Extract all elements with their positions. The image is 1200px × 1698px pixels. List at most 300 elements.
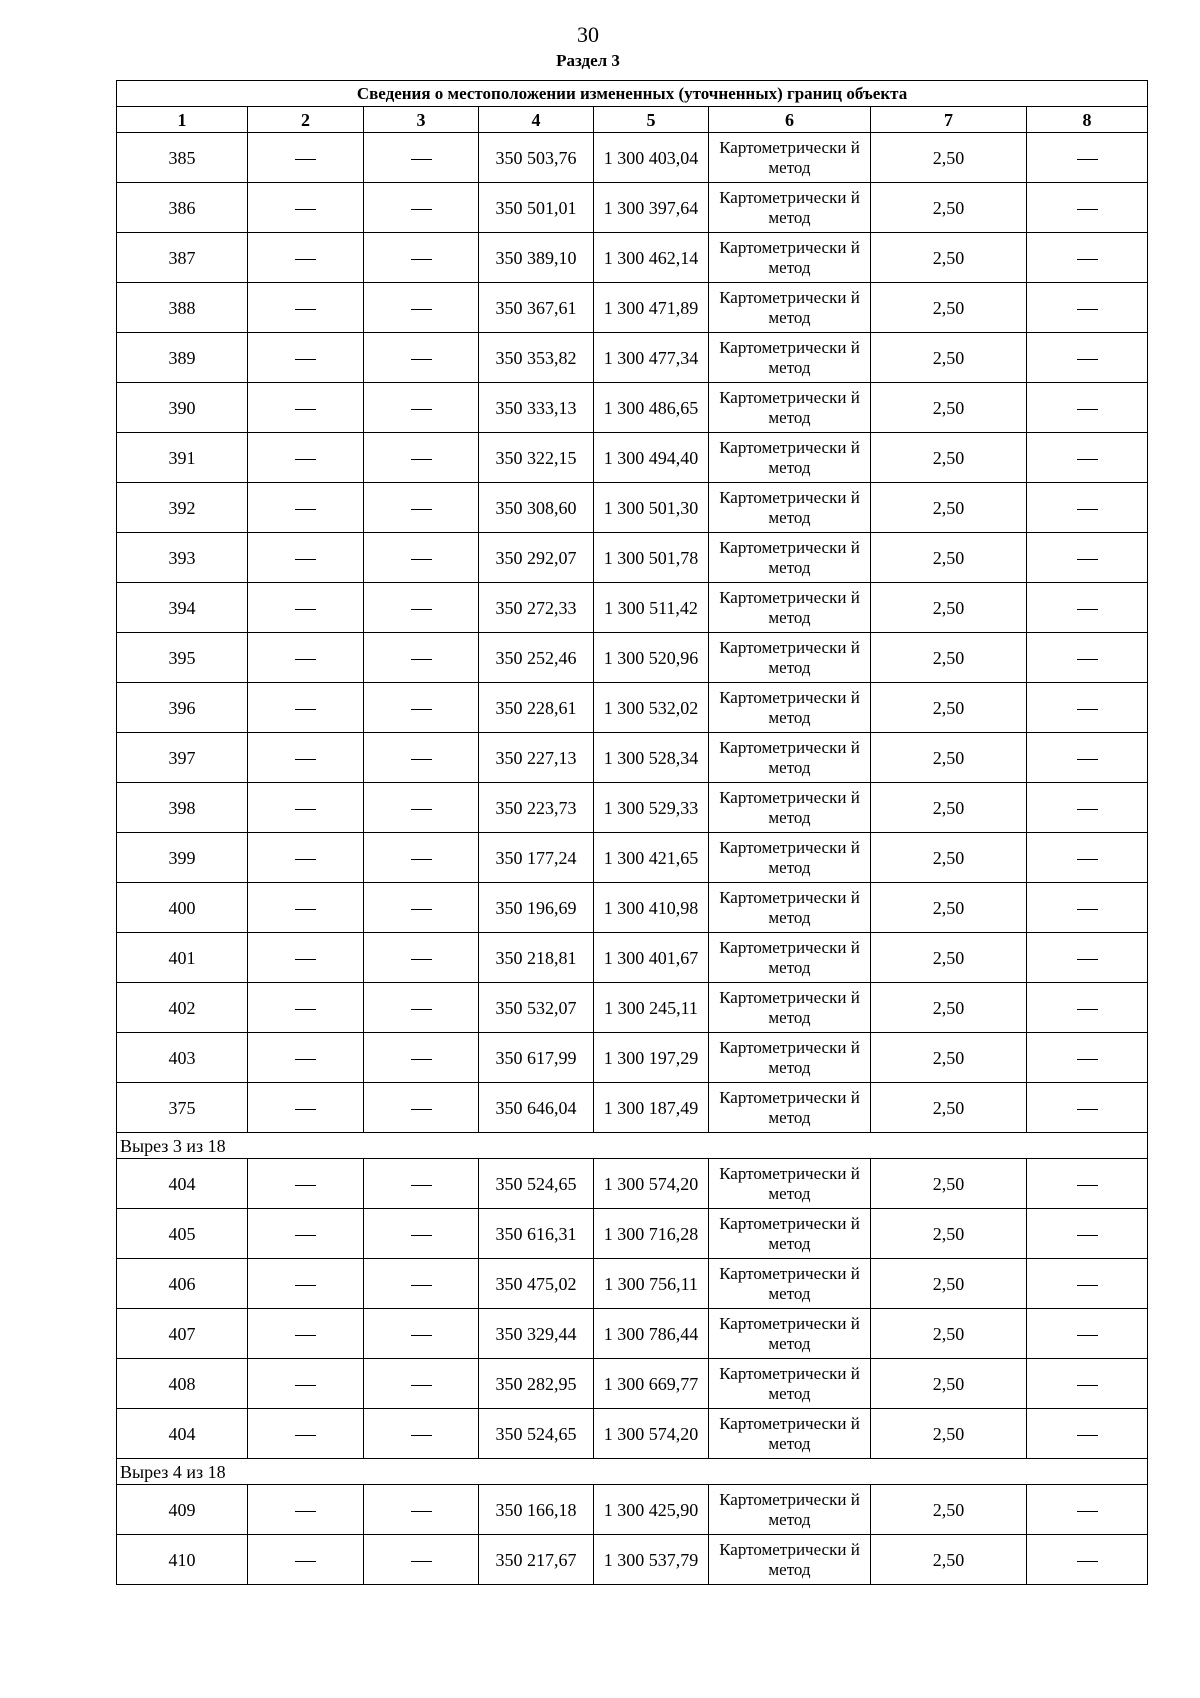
table-row xyxy=(117,883,1148,933)
column-number-1: 1 xyxy=(117,107,248,133)
group-label: Вырез 4 из 18 xyxy=(117,1459,1148,1485)
col8-cell xyxy=(1027,1409,1148,1459)
table-caption-row xyxy=(117,81,1148,107)
y-coordinate-cell xyxy=(594,183,709,233)
x-coordinate-cell xyxy=(479,583,594,633)
method-text: Картометрически й метод xyxy=(719,837,860,877)
dash-mark xyxy=(411,1335,432,1336)
accuracy-text: 2,50 xyxy=(932,1173,965,1194)
column-number-2: 2 xyxy=(248,107,364,133)
accuracy-cell xyxy=(871,1159,1027,1209)
accuracy-text: 2,50 xyxy=(932,1423,965,1444)
accuracy-text: 2,50 xyxy=(932,897,965,918)
method-text: Картометрически й метод xyxy=(719,987,860,1027)
accuracy-text: 2,50 xyxy=(932,147,965,168)
accuracy-cell xyxy=(871,333,1027,383)
column-number-3: 3 xyxy=(364,107,479,133)
dash-mark xyxy=(295,1385,316,1386)
y-coordinate-cell xyxy=(594,733,709,783)
method-text: Картометрически й метод xyxy=(719,1263,860,1303)
x-coordinate-text: 350 617,99 xyxy=(495,1047,577,1068)
col3-cell xyxy=(364,833,479,883)
method-text: Картометрически й метод xyxy=(719,1413,860,1453)
col2-cell xyxy=(248,1309,364,1359)
y-coordinate-text: 1 300 574,20 xyxy=(603,1173,699,1194)
method-cell xyxy=(709,183,871,233)
accuracy-text: 2,50 xyxy=(932,1373,965,1394)
x-coordinate-text: 350 524,65 xyxy=(495,1423,577,1444)
point-number-cell xyxy=(117,183,248,233)
table-row xyxy=(117,1259,1148,1309)
point-number-text: 389 xyxy=(168,347,196,368)
method-cell xyxy=(709,1309,871,1359)
point-number-cell xyxy=(117,933,248,983)
col8-cell xyxy=(1027,1485,1148,1535)
x-coordinate-cell xyxy=(479,633,594,683)
dash-mark xyxy=(411,209,432,210)
point-number-cell xyxy=(117,133,248,183)
col3-cell xyxy=(364,283,479,333)
y-coordinate-text: 1 300 520,96 xyxy=(603,647,699,668)
dash-mark xyxy=(1077,209,1098,210)
table-row xyxy=(117,1485,1148,1535)
table-row xyxy=(117,133,1148,183)
dash-mark xyxy=(1077,1109,1098,1110)
accuracy-cell xyxy=(871,983,1027,1033)
y-coordinate-text: 1 300 421,65 xyxy=(603,847,699,868)
accuracy-text: 2,50 xyxy=(932,1499,965,1520)
method-cell xyxy=(709,233,871,283)
x-coordinate-text: 350 177,24 xyxy=(495,847,577,868)
table-row xyxy=(117,583,1148,633)
dash-mark xyxy=(1077,1335,1098,1336)
table-row xyxy=(117,1535,1148,1585)
dash-mark xyxy=(295,659,316,660)
accuracy-cell xyxy=(871,833,1027,883)
point-number-cell xyxy=(117,1309,248,1359)
x-coordinate-text: 350 524,65 xyxy=(495,1173,577,1194)
accuracy-text: 2,50 xyxy=(932,997,965,1018)
point-number-text: 405 xyxy=(168,1223,196,1244)
col3-cell xyxy=(364,1259,479,1309)
point-number-text: 391 xyxy=(168,447,196,468)
accuracy-cell xyxy=(871,383,1027,433)
y-coordinate-cell xyxy=(594,433,709,483)
x-coordinate-text: 350 272,33 xyxy=(495,597,577,618)
x-coordinate-cell xyxy=(479,183,594,233)
col2-cell xyxy=(248,983,364,1033)
point-number-text: 375 xyxy=(168,1097,196,1118)
col2-cell xyxy=(248,1535,364,1585)
dash-mark xyxy=(411,959,432,960)
col3-cell xyxy=(364,1083,479,1133)
col8-cell xyxy=(1027,883,1148,933)
table-row xyxy=(117,183,1148,233)
point-number-text: 403 xyxy=(168,1047,196,1068)
point-number-text: 407 xyxy=(168,1323,196,1344)
col2-cell xyxy=(248,1259,364,1309)
x-coordinate-cell xyxy=(479,483,594,533)
col8-cell xyxy=(1027,233,1148,283)
point-number-text: 398 xyxy=(168,797,196,818)
col2-cell xyxy=(248,333,364,383)
accuracy-cell xyxy=(871,433,1027,483)
col2-cell xyxy=(248,1359,364,1409)
method-text: Картометрически й метод xyxy=(719,637,860,677)
col8-cell xyxy=(1027,933,1148,983)
col2-cell xyxy=(248,533,364,583)
table-row xyxy=(117,533,1148,583)
method-text: Картометрически й метод xyxy=(719,1037,860,1077)
dash-mark xyxy=(1077,1235,1098,1236)
x-coordinate-cell xyxy=(479,733,594,783)
accuracy-cell xyxy=(871,183,1027,233)
accuracy-cell xyxy=(871,783,1027,833)
x-coordinate-cell xyxy=(479,933,594,983)
table-row xyxy=(117,1309,1148,1359)
y-coordinate-cell xyxy=(594,1309,709,1359)
dash-mark xyxy=(411,1511,432,1512)
col2-cell xyxy=(248,683,364,733)
accuracy-text: 2,50 xyxy=(932,547,965,568)
point-number-text: 396 xyxy=(168,697,196,718)
method-cell xyxy=(709,1083,871,1133)
point-number-cell xyxy=(117,583,248,633)
x-coordinate-cell xyxy=(479,333,594,383)
y-coordinate-text: 1 300 501,78 xyxy=(603,547,699,568)
x-coordinate-cell xyxy=(479,783,594,833)
table-row xyxy=(117,1083,1148,1133)
x-coordinate-cell xyxy=(479,1033,594,1083)
col8-cell xyxy=(1027,1209,1148,1259)
y-coordinate-text: 1 300 494,40 xyxy=(603,447,699,468)
x-coordinate-cell xyxy=(479,433,594,483)
accuracy-text: 2,50 xyxy=(932,297,965,318)
point-number-cell xyxy=(117,383,248,433)
dash-mark xyxy=(1077,809,1098,810)
method-cell xyxy=(709,383,871,433)
col2-cell xyxy=(248,733,364,783)
accuracy-text: 2,50 xyxy=(932,1323,965,1344)
col3-cell xyxy=(364,633,479,683)
dash-mark xyxy=(295,1109,316,1110)
method-cell xyxy=(709,933,871,983)
y-coordinate-text: 1 300 397,64 xyxy=(603,197,699,218)
col2-cell xyxy=(248,633,364,683)
y-coordinate-text: 1 300 197,29 xyxy=(603,1047,699,1068)
point-number-cell xyxy=(117,1409,248,1459)
dash-mark xyxy=(1077,259,1098,260)
col3-cell xyxy=(364,583,479,633)
col8-cell xyxy=(1027,1083,1148,1133)
x-coordinate-text: 350 367,61 xyxy=(495,297,577,318)
column-number-4: 4 xyxy=(479,107,594,133)
method-text: Картометрически й метод xyxy=(719,687,860,727)
x-coordinate-cell xyxy=(479,1259,594,1309)
accuracy-cell xyxy=(871,733,1027,783)
point-number-cell xyxy=(117,733,248,783)
method-text: Картометрически й метод xyxy=(719,287,860,327)
col8-cell xyxy=(1027,583,1148,633)
accuracy-text: 2,50 xyxy=(932,1223,965,1244)
point-number-cell xyxy=(117,433,248,483)
method-text: Картометрически й метод xyxy=(719,1213,860,1253)
x-coordinate-text: 350 217,67 xyxy=(495,1549,577,1570)
y-coordinate-text: 1 300 187,49 xyxy=(603,1097,699,1118)
dash-mark xyxy=(1077,409,1098,410)
method-text: Картометрически й метод xyxy=(719,1539,860,1579)
col8-cell xyxy=(1027,783,1148,833)
dash-mark xyxy=(411,1185,432,1186)
dash-mark xyxy=(1077,309,1098,310)
point-number-cell xyxy=(117,633,248,683)
dash-mark xyxy=(411,609,432,610)
column-number-8: 8 xyxy=(1027,107,1148,133)
x-coordinate-cell xyxy=(479,283,594,333)
table-row xyxy=(117,1359,1148,1409)
dash-mark xyxy=(295,559,316,560)
point-number-cell xyxy=(117,1159,248,1209)
method-cell xyxy=(709,683,871,733)
dash-mark xyxy=(411,509,432,510)
col8-cell xyxy=(1027,433,1148,483)
col3-cell xyxy=(364,1033,479,1083)
x-coordinate-text: 350 282,95 xyxy=(495,1373,577,1394)
accuracy-cell xyxy=(871,1309,1027,1359)
col8-cell xyxy=(1027,833,1148,883)
table-row xyxy=(117,233,1148,283)
dash-mark xyxy=(295,209,316,210)
y-coordinate-cell xyxy=(594,583,709,633)
method-text: Картометрически й метод xyxy=(719,737,860,777)
method-text: Картометрически й метод xyxy=(719,387,860,427)
accuracy-text: 2,50 xyxy=(932,1097,965,1118)
dash-mark xyxy=(411,1059,432,1060)
point-number-text: 402 xyxy=(168,997,196,1018)
dash-mark xyxy=(295,1561,316,1562)
dash-mark xyxy=(411,1009,432,1010)
accuracy-text: 2,50 xyxy=(932,747,965,768)
accuracy-cell xyxy=(871,1409,1027,1459)
col8-cell xyxy=(1027,333,1148,383)
method-text: Картометрически й метод xyxy=(719,537,860,577)
table-row xyxy=(117,833,1148,883)
accuracy-cell xyxy=(871,1485,1027,1535)
method-cell xyxy=(709,633,871,683)
point-number-cell xyxy=(117,883,248,933)
accuracy-cell xyxy=(871,1535,1027,1585)
accuracy-cell xyxy=(871,583,1027,633)
point-number-cell xyxy=(117,333,248,383)
col8-cell xyxy=(1027,633,1148,683)
y-coordinate-text: 1 300 401,67 xyxy=(603,947,699,968)
table-body xyxy=(117,133,1148,1585)
method-cell xyxy=(709,1535,871,1585)
x-coordinate-text: 350 329,44 xyxy=(495,1323,577,1344)
col8-cell xyxy=(1027,733,1148,783)
x-coordinate-text: 350 292,07 xyxy=(495,547,577,568)
accuracy-cell xyxy=(871,133,1027,183)
point-number-text: 406 xyxy=(168,1273,196,1294)
point-number-text: 386 xyxy=(168,197,196,218)
method-text: Картометрически й метод xyxy=(719,1489,860,1529)
col8-cell xyxy=(1027,483,1148,533)
col3-cell xyxy=(364,983,479,1033)
x-coordinate-cell xyxy=(479,233,594,283)
dash-mark xyxy=(1077,609,1098,610)
point-number-text: 410 xyxy=(168,1549,196,1570)
accuracy-cell xyxy=(871,233,1027,283)
point-number-cell xyxy=(117,983,248,1033)
method-cell xyxy=(709,883,871,933)
dash-mark xyxy=(1077,1185,1098,1186)
table-row xyxy=(117,1159,1148,1209)
y-coordinate-text: 1 300 786,44 xyxy=(603,1323,699,1344)
dash-mark xyxy=(1077,859,1098,860)
method-text: Картометрически й метод xyxy=(719,187,860,227)
section-title: Раздел 3 xyxy=(556,51,620,70)
dash-mark xyxy=(411,259,432,260)
col8-cell xyxy=(1027,1309,1148,1359)
point-number-text: 397 xyxy=(168,747,196,768)
method-cell xyxy=(709,1209,871,1259)
method-text: Картометрически й метод xyxy=(719,237,860,277)
dash-mark xyxy=(1077,659,1098,660)
dash-mark xyxy=(411,159,432,160)
y-coordinate-cell xyxy=(594,1083,709,1133)
col3-cell xyxy=(364,683,479,733)
y-coordinate-text: 1 300 716,28 xyxy=(603,1223,699,1244)
col3-cell xyxy=(364,1485,479,1535)
dash-mark xyxy=(295,359,316,360)
y-coordinate-cell xyxy=(594,783,709,833)
accuracy-cell xyxy=(871,483,1027,533)
y-coordinate-cell xyxy=(594,1259,709,1309)
accuracy-text: 2,50 xyxy=(932,647,965,668)
x-coordinate-cell xyxy=(479,383,594,433)
table-row xyxy=(117,983,1148,1033)
dash-mark xyxy=(1077,1385,1098,1386)
dash-mark xyxy=(411,1561,432,1562)
accuracy-text: 2,50 xyxy=(932,597,965,618)
dash-mark xyxy=(295,1435,316,1436)
method-text: Картометрически й метод xyxy=(719,1313,860,1353)
method-cell xyxy=(709,433,871,483)
group-label: Вырез 3 из 18 xyxy=(117,1133,1148,1159)
point-number-cell xyxy=(117,233,248,283)
col8-cell xyxy=(1027,1033,1148,1083)
method-cell xyxy=(709,133,871,183)
group-label-row xyxy=(117,1133,1148,1159)
col3-cell xyxy=(364,1535,479,1585)
method-text: Картометрически й метод xyxy=(719,137,860,177)
dash-mark xyxy=(411,809,432,810)
table-row xyxy=(117,783,1148,833)
col2-cell xyxy=(248,833,364,883)
point-number-cell xyxy=(117,683,248,733)
method-text: Картометрически й метод xyxy=(719,787,860,827)
point-number-text: 387 xyxy=(168,247,196,268)
point-number-text: 409 xyxy=(168,1499,196,1520)
table-row xyxy=(117,683,1148,733)
col2-cell xyxy=(248,183,364,233)
x-coordinate-text: 350 228,61 xyxy=(495,697,577,718)
dash-mark xyxy=(1077,509,1098,510)
y-coordinate-cell xyxy=(594,633,709,683)
dash-mark xyxy=(1077,159,1098,160)
col8-cell xyxy=(1027,1159,1148,1209)
y-coordinate-cell xyxy=(594,883,709,933)
dash-mark xyxy=(295,959,316,960)
y-coordinate-text: 1 300 403,04 xyxy=(603,147,699,168)
accuracy-text: 2,50 xyxy=(932,1549,965,1570)
method-text: Картометрически й метод xyxy=(719,487,860,527)
col2-cell xyxy=(248,133,364,183)
x-coordinate-text: 350 532,07 xyxy=(495,997,577,1018)
x-coordinate-text: 350 196,69 xyxy=(495,897,577,918)
dash-mark xyxy=(295,1059,316,1060)
accuracy-text: 2,50 xyxy=(932,347,965,368)
accuracy-cell xyxy=(871,533,1027,583)
table-row xyxy=(117,1209,1148,1259)
dash-mark xyxy=(411,1435,432,1436)
method-cell xyxy=(709,833,871,883)
accuracy-cell xyxy=(871,1359,1027,1409)
point-number-cell xyxy=(117,1535,248,1585)
point-number-text: 408 xyxy=(168,1373,196,1394)
table-row xyxy=(117,933,1148,983)
point-number-cell xyxy=(117,1033,248,1083)
y-coordinate-text: 1 300 528,34 xyxy=(603,747,699,768)
dash-mark xyxy=(1077,359,1098,360)
col3-cell xyxy=(364,433,479,483)
dash-mark xyxy=(1077,1561,1098,1562)
method-cell xyxy=(709,1409,871,1459)
col2-cell xyxy=(248,1409,364,1459)
point-number-text: 404 xyxy=(168,1173,196,1194)
col3-cell xyxy=(364,383,479,433)
col3-cell xyxy=(364,333,479,383)
accuracy-text: 2,50 xyxy=(932,197,965,218)
dash-mark xyxy=(411,909,432,910)
col3-cell xyxy=(364,483,479,533)
y-coordinate-cell xyxy=(594,283,709,333)
x-coordinate-cell xyxy=(479,983,594,1033)
dash-mark xyxy=(1077,559,1098,560)
point-number-text: 400 xyxy=(168,897,196,918)
point-number-text: 390 xyxy=(168,397,196,418)
y-coordinate-text: 1 300 756,11 xyxy=(604,1273,698,1294)
y-coordinate-text: 1 300 477,34 xyxy=(603,347,699,368)
dash-mark xyxy=(295,1335,316,1336)
point-number-text: 404 xyxy=(168,1423,196,1444)
col8-cell xyxy=(1027,383,1148,433)
y-coordinate-text: 1 300 501,30 xyxy=(603,497,699,518)
x-coordinate-text: 350 166,18 xyxy=(495,1499,577,1520)
method-cell xyxy=(709,1159,871,1209)
accuracy-cell xyxy=(871,1083,1027,1133)
x-coordinate-cell xyxy=(479,133,594,183)
method-cell xyxy=(709,983,871,1033)
accuracy-text: 2,50 xyxy=(932,447,965,468)
accuracy-cell xyxy=(871,683,1027,733)
y-coordinate-cell xyxy=(594,683,709,733)
dash-mark xyxy=(295,809,316,810)
method-cell xyxy=(709,1259,871,1309)
col2-cell xyxy=(248,1083,364,1133)
method-text: Картометрически й метод xyxy=(719,1363,860,1403)
x-coordinate-text: 350 252,46 xyxy=(495,647,577,668)
